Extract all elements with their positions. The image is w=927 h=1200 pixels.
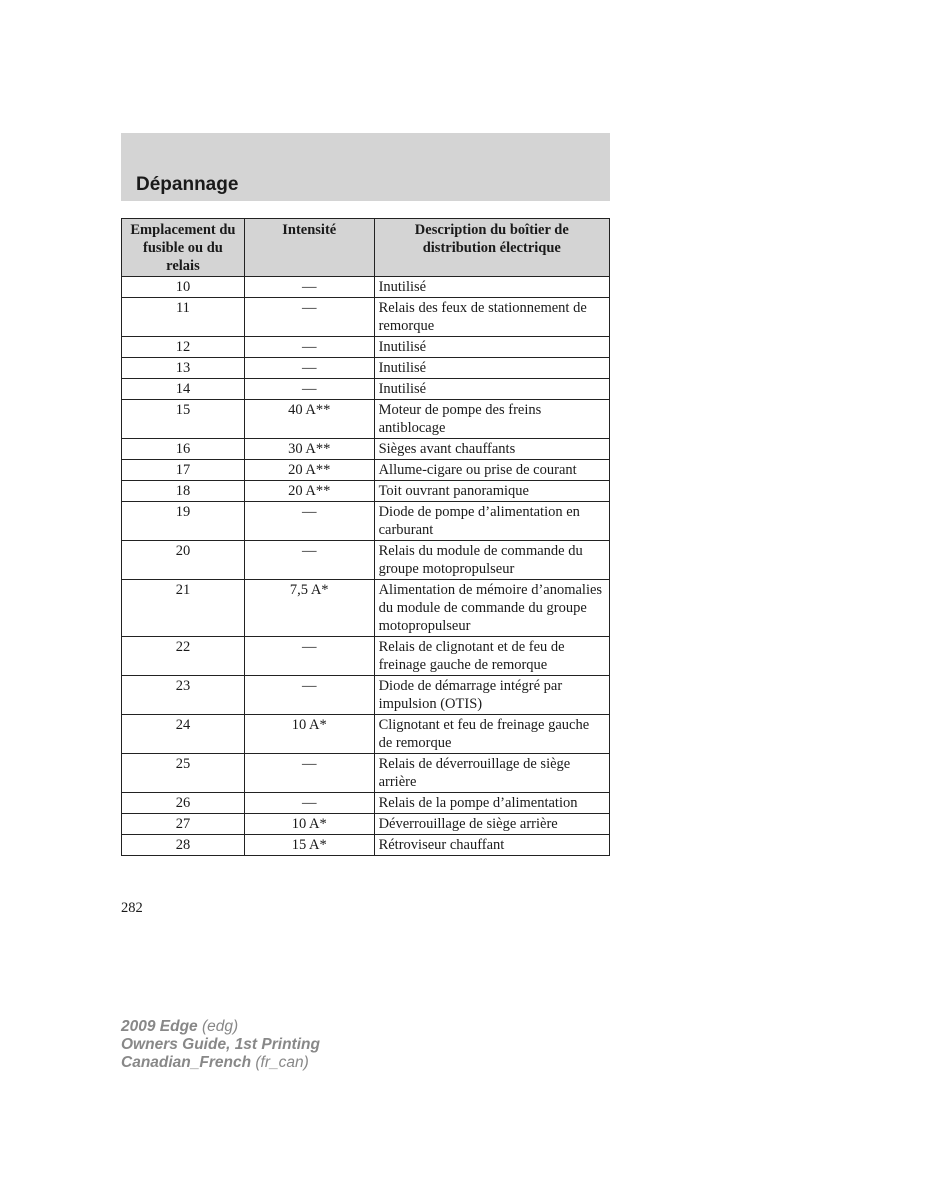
cell-amperage: 40 A**: [244, 400, 374, 439]
cell-location: 13: [122, 358, 245, 379]
cell-location: 21: [122, 580, 245, 637]
table-body: [122, 277, 610, 856]
table-row: [122, 358, 610, 379]
cell-location: 14: [122, 379, 245, 400]
cell-amperage: —: [244, 793, 374, 814]
table-row: [122, 298, 610, 337]
cell-location: 10: [122, 277, 245, 298]
cell-amperage: —: [244, 337, 374, 358]
cell-location: 20: [122, 541, 245, 580]
cell-location: 26: [122, 793, 245, 814]
cell-location: 16: [122, 439, 245, 460]
footer-language: Canadian_French: [121, 1054, 252, 1071]
cell-description: Relais de clignotant et de feu de freinage gauche de remorque: [374, 637, 609, 676]
cell-description: Clignotant et feu de freinage gauche de remorque: [374, 715, 609, 754]
cell-description: Toit ouvrant panoramique: [374, 481, 609, 502]
cell-description: Sièges avant chauffants: [374, 439, 609, 460]
cell-description: Allume-cigare ou prise de courant: [374, 460, 609, 481]
cell-description: Relais de la pompe d’alimentation: [374, 793, 609, 814]
cell-description: Inutilisé: [374, 277, 609, 298]
footer-model: 2009 Edge: [121, 1018, 198, 1035]
cell-amperage: —: [244, 754, 374, 793]
page-number: 282: [121, 900, 143, 916]
column-header-amperage: Intensité: [244, 219, 374, 277]
cell-location: 15: [122, 400, 245, 439]
cell-description: Moteur de pompe des freins antiblocage: [374, 400, 609, 439]
fuse-table: [121, 218, 610, 856]
cell-amperage: —: [244, 298, 374, 337]
cell-location: 28: [122, 835, 245, 856]
table-row: [122, 460, 610, 481]
table-row: [122, 793, 610, 814]
table-row: [122, 541, 610, 580]
cell-location: 19: [122, 502, 245, 541]
table-row: [122, 379, 610, 400]
cell-amperage: —: [244, 637, 374, 676]
cell-amperage: 10 A*: [244, 715, 374, 754]
cell-amperage: —: [244, 379, 374, 400]
cell-description: Déverrouillage de siège arrière: [374, 814, 609, 835]
column-header-location: Emplacement du fusible ou du relais: [122, 219, 245, 277]
cell-location: 27: [122, 814, 245, 835]
table-row: [122, 400, 610, 439]
table-row: [122, 277, 610, 298]
cell-amperage: —: [244, 502, 374, 541]
cell-amperage: —: [244, 277, 374, 298]
cell-description: Alimentation de mémoire d’anomalies du module de commande du groupe motopropulseur: [374, 580, 609, 637]
cell-amperage: —: [244, 541, 374, 580]
table-row: [122, 481, 610, 502]
table-row: [122, 439, 610, 460]
cell-amperage: —: [244, 676, 374, 715]
footer-line-2: [121, 1036, 320, 1054]
cell-amperage: 15 A*: [244, 835, 374, 856]
cell-location: 22: [122, 637, 245, 676]
table-row: [122, 337, 610, 358]
footer-language-code: (fr_can): [255, 1054, 309, 1071]
table-row: [122, 814, 610, 835]
print-footer: [121, 1018, 320, 1072]
cell-location: 24: [122, 715, 245, 754]
cell-amperage: 20 A**: [244, 481, 374, 502]
cell-amperage: 20 A**: [244, 460, 374, 481]
table-row: [122, 637, 610, 676]
cell-amperage: 30 A**: [244, 439, 374, 460]
cell-description: Inutilisé: [374, 379, 609, 400]
table-header-row: [122, 219, 610, 277]
section-header: [121, 133, 610, 201]
section-title: Dépannage: [136, 174, 239, 195]
cell-description: Relais de déverrouillage de siège arrière: [374, 754, 609, 793]
table-row: [122, 502, 610, 541]
cell-description: Inutilisé: [374, 337, 609, 358]
table-row: [122, 580, 610, 637]
cell-description: Relais des feux de stationnement de remorque: [374, 298, 609, 337]
column-header-description: Description du boîtier de distribution électrique: [374, 219, 609, 277]
cell-location: 17: [122, 460, 245, 481]
cell-location: 11: [122, 298, 245, 337]
cell-location: 12: [122, 337, 245, 358]
footer-line-1: [121, 1018, 320, 1036]
cell-amperage: 10 A*: [244, 814, 374, 835]
table-row: [122, 676, 610, 715]
footer-model-code: (edg): [202, 1018, 239, 1035]
cell-location: 25: [122, 754, 245, 793]
cell-description: Diode de démarrage intégré par impulsion (OTIS): [374, 676, 609, 715]
cell-location: 18: [122, 481, 245, 502]
table-row: [122, 754, 610, 793]
cell-amperage: 7,5 A*: [244, 580, 374, 637]
cell-description: Diode de pompe d’alimentation en carburant: [374, 502, 609, 541]
cell-location: 23: [122, 676, 245, 715]
cell-description: Rétroviseur chauffant: [374, 835, 609, 856]
footer-guide: Owners Guide, 1st Printing: [121, 1036, 320, 1053]
cell-description: Inutilisé: [374, 358, 609, 379]
table-row: [122, 715, 610, 754]
table-row: [122, 835, 610, 856]
cell-description: Relais du module de commande du groupe motopropulseur: [374, 541, 609, 580]
footer-line-3: [121, 1054, 320, 1072]
cell-amperage: —: [244, 358, 374, 379]
